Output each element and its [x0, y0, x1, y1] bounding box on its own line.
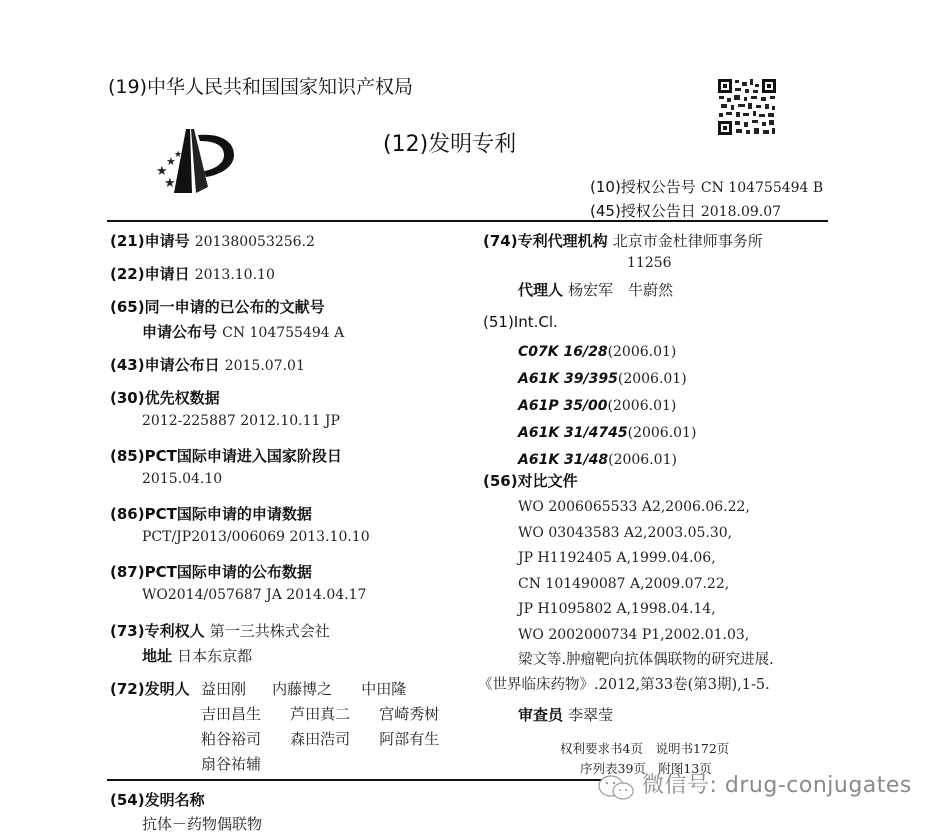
app-date-label: (22)申请日 — [110, 265, 190, 283]
application-date — [110, 263, 275, 284]
grant-pub-no-label: (10)授权公告号 — [590, 178, 696, 196]
svg-text:★: ★ — [164, 176, 176, 191]
ipc-list — [518, 338, 696, 473]
app-pub-date-value: 2015.07.01 — [224, 358, 305, 374]
grant-pub-no-value: CN 104755494 B — [700, 180, 824, 196]
patent-agency — [483, 230, 763, 251]
app-pub-number — [142, 321, 344, 342]
grant-pub-date-value: 2018.09.07 — [700, 204, 782, 220]
app-no-label: (21)申请号 — [110, 232, 190, 250]
app-pub-no-label: 申请公布号 — [142, 323, 218, 341]
reference-item: CN 101490087 A,2009.07.22, — [518, 575, 730, 592]
inventor: 宫崎秀树 — [379, 705, 440, 723]
same-application-label: (65)同一申请的已公布的文献号 — [110, 298, 325, 316]
ipc-code: A61K 39/395 — [518, 371, 618, 387]
references-label: (56)对比文件 — [483, 472, 578, 490]
references-list — [518, 495, 750, 648]
reference-item: JP H1192405 A,1999.04.06, — [518, 550, 716, 566]
inventors-label: (72)发明人 — [110, 680, 190, 698]
document-type: (12)发明专利 — [383, 132, 517, 157]
cnipa-logo-icon — [150, 127, 240, 195]
priority-value: 2012-225887 2012.10.11 JP — [142, 413, 340, 429]
agency-value: 北京市金杜律师事务所 — [612, 232, 763, 250]
patentee-value: 第一三共株式会社 — [209, 622, 330, 640]
inventor: 吉田昌生 — [201, 705, 262, 723]
agent-label: 代理人 — [518, 281, 564, 299]
patentee-label: (73)专利权人 — [110, 622, 205, 640]
svg-text:★: ★ — [166, 155, 176, 168]
inventor: 森田浩司 — [290, 730, 351, 748]
watermark-text: 微信号: drug-conjugates — [642, 773, 912, 798]
pct-national-date: 2015.04.10 — [142, 471, 223, 487]
reference-item: JP H1095802 A,1998.04.14, — [518, 601, 716, 617]
examiner — [518, 704, 613, 725]
agent-value: 杨宏军 牛蔚然 — [568, 281, 674, 299]
pct-pub-value: WO2014/057687 JA 2014.04.17 — [142, 587, 367, 603]
ipc-code: C07K 16/28 — [518, 344, 608, 360]
ipc-version: (2006.01) — [608, 452, 677, 468]
footer-divider-right — [480, 779, 600, 781]
svg-text:★: ★ — [156, 164, 168, 179]
grant-pub-date-label: (45)授权公告日 — [590, 202, 696, 220]
inventor: 益田刚 — [201, 680, 247, 698]
title-label: (54)发明名称 — [110, 791, 205, 809]
reference-item: WO 03043583 A2,2003.05.30, — [518, 524, 733, 541]
pct-app-label: (86)PCT国际申请的申请数据 — [110, 505, 312, 523]
priority-label: (30)优先权数据 — [110, 389, 220, 407]
reference-item: WO 2006065533 A2,2006.06.22, — [518, 499, 750, 515]
agent — [518, 279, 673, 300]
page-counts-line1: 权利要求书4页 说明书172页 — [560, 741, 730, 756]
header-divider — [107, 220, 828, 222]
grant-pub-no — [590, 176, 823, 197]
inventor: 中田隆 — [361, 680, 407, 698]
app-pub-date — [110, 354, 305, 375]
pct-app-value: PCT/JP2013/006069 2013.10.10 — [142, 529, 370, 545]
wechat-icon — [597, 773, 639, 803]
invention-title: 抗体－药物偶联物 — [142, 815, 263, 833]
inventor: 扇谷祐辅 — [201, 755, 262, 773]
examiner-label: 审查员 — [518, 706, 564, 724]
address-value: 日本东京都 — [177, 647, 253, 665]
ipc-version: (2006.01) — [607, 398, 677, 414]
ipc-code: A61K 31/48 — [518, 452, 609, 468]
reference-article-line2: 《世界临床药物》.2012,第33卷(第3期),1-5. — [478, 677, 770, 693]
inventor: 粕谷裕司 — [201, 730, 262, 748]
examiner-value: 李翠莹 — [568, 706, 614, 724]
app-no-value: 201380053256.2 — [194, 234, 315, 250]
inventors-list — [201, 678, 439, 778]
ipc-version: (2006.01) — [607, 344, 677, 360]
agency-label: (74)专利代理机构 — [483, 232, 608, 250]
ipc-version: (2006.01) — [627, 425, 697, 441]
reference-article-line1: 梁文等.肿瘤靶向抗体偶联物的研究进展. — [518, 652, 774, 668]
pct-national-label: (85)PCT国际申请进入国家阶段日 — [110, 447, 342, 465]
ipc-label: (51)Int.Cl. — [483, 313, 558, 331]
reference-item: WO 2002000734 P1,2002.01.03, — [518, 626, 750, 643]
office-name: (19)中华人民共和国国家知识产权局 — [108, 76, 414, 98]
ipc-code: A61K 31/4745 — [518, 425, 628, 441]
ipc-code: A61P 35/00 — [518, 398, 608, 414]
agency-code: 11256 — [627, 255, 672, 271]
inventor: 芦田真二 — [290, 705, 351, 723]
qr-code-icon — [717, 78, 777, 136]
page-counts-line2: 序列表39页 附图13页 — [580, 761, 712, 776]
address — [142, 645, 252, 666]
inventor: 内藤博之 — [272, 680, 333, 698]
app-date-value: 2013.10.10 — [194, 267, 275, 283]
ipc-version: (2006.01) — [617, 371, 687, 387]
application-number — [110, 230, 315, 251]
address-label: 地址 — [142, 647, 173, 665]
pct-pub-label: (87)PCT国际申请的公布数据 — [110, 563, 312, 581]
inventor: 阿部有生 — [379, 730, 440, 748]
grant-pub-date — [590, 200, 781, 221]
svg-text:★: ★ — [174, 150, 183, 160]
svg-text:★: ★ — [178, 156, 193, 175]
app-pub-no-value: CN 104755494 A — [222, 325, 345, 341]
patentee — [110, 620, 330, 641]
app-pub-date-label: (43)申请公布日 — [110, 356, 220, 374]
